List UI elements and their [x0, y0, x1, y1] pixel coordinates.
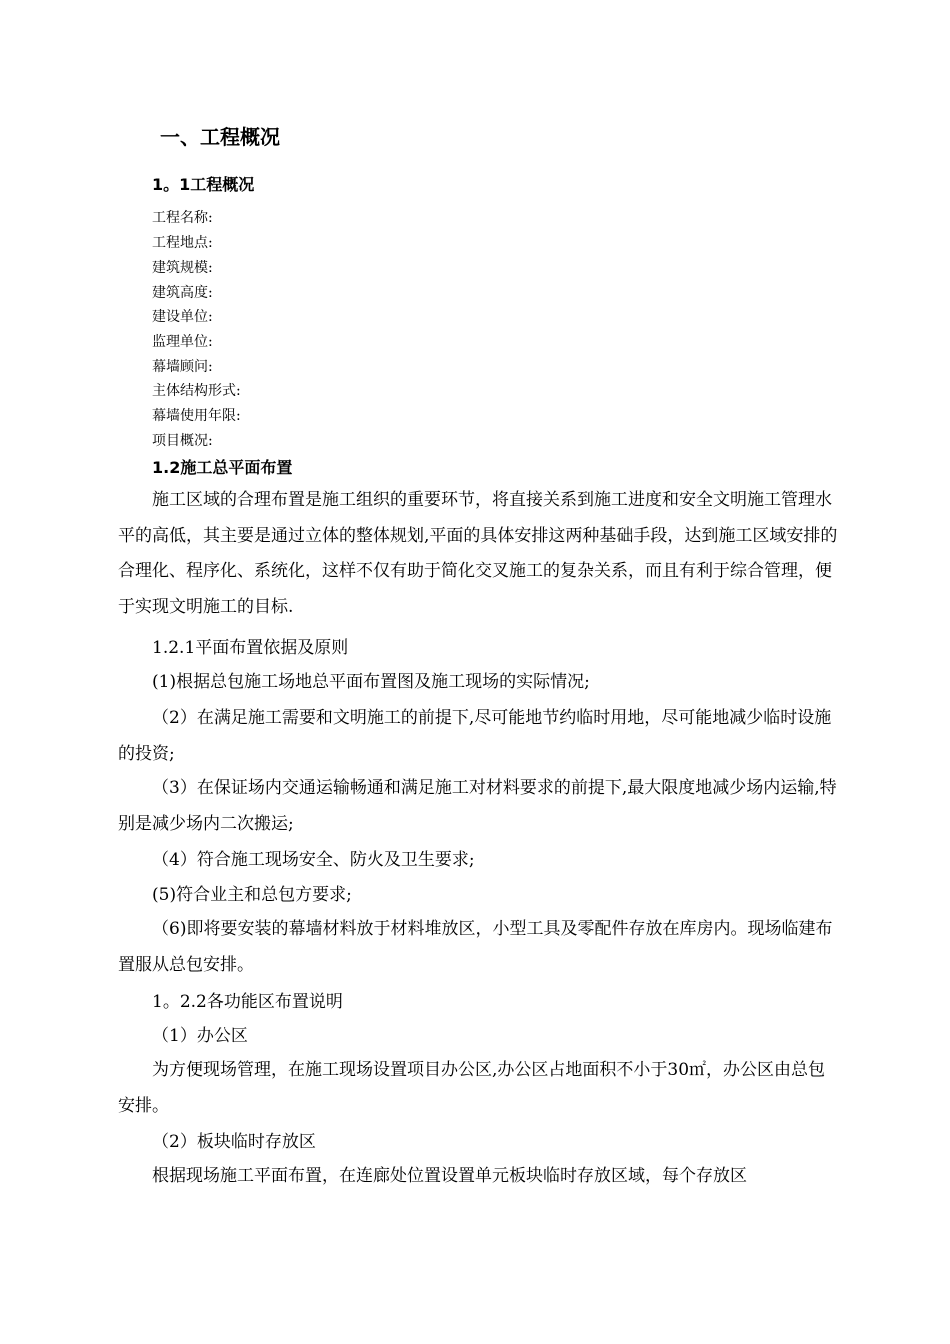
office-area-title: （1）办公区 [152, 1026, 248, 1046]
subsection-title-1-2-2: 1。2.2各功能区布置说明 [152, 992, 343, 1012]
section-title: 一、工程概况 [160, 125, 280, 149]
principle-item-2: （2）在满足施工需要和文明施工的前提下,尽可能地节约临时用地，尽可能地减少临时设施的投资; [118, 708, 832, 764]
subsection-title-1-2: 1.2施工总平面布置 [152, 458, 293, 477]
field-service-life: 幕墙使用年限: [152, 408, 241, 424]
field-building-height: 建筑高度: [152, 285, 213, 301]
field-project-overview: 项目概况: [152, 433, 213, 449]
intro-paragraph: 施工区域的合理布置是施工组织的重要环节，将直接关系到施工进度和安全文明施工管理水平的高低，其主要是通过立体的整体规划,平面的具体安排这两种基础手段，达到施工区域安排的合理化、程序化、系统化，这样不仅有助于简化交叉施工的复杂关系，而且有利于综合管理，便于实现文明施工的目标. [118, 490, 838, 617]
field-structure-type: 主体结构形式: [152, 383, 241, 399]
principle-item-4: （4）符合施工现场安全、防火及卫生要求; [152, 850, 475, 870]
principle-item-5: (5)符合业主和总包方要求; [152, 885, 352, 905]
field-project-name: 工程名称: [152, 210, 213, 226]
principle-item-6: （6)即将要安装的幕墙材料放于材料堆放区，小型工具及零配件存放在库房内。现场临建布置服从总包安排。 [118, 919, 833, 975]
field-supervisor: 监理单位: [152, 334, 213, 350]
field-owner: 建设单位: [152, 309, 213, 325]
office-area-text: 为方便现场管理，在施工现场设置项目办公区,办公区占地面积不小于30㎡，办公区由总包安排。 [118, 1060, 826, 1116]
storage-area-title: （2）板块临时存放区 [152, 1132, 316, 1152]
principle-item-3: （3）在保证场内交通运输畅通和满足施工对材料要求的前提下,最大限度地减少场内运输,特别是减少场内二次搬运; [118, 778, 837, 834]
subsection-title-1-1: 1。1工程概况 [152, 175, 255, 194]
field-project-location: 工程地点: [152, 235, 213, 251]
storage-area-text: 根据现场施工平面布置，在连廊处位置设置单元板块临时存放区域，每个存放区 [152, 1166, 747, 1186]
field-curtain-wall-consultant: 幕墙顾问: [152, 359, 213, 375]
field-building-scale: 建筑规模: [152, 260, 213, 276]
subsection-title-1-2-1: 1.2.1平面布置依据及原则 [152, 638, 349, 658]
principle-item-1: (1)根据总包施工场地总平面布置图及施工现场的实际情况; [152, 672, 590, 692]
